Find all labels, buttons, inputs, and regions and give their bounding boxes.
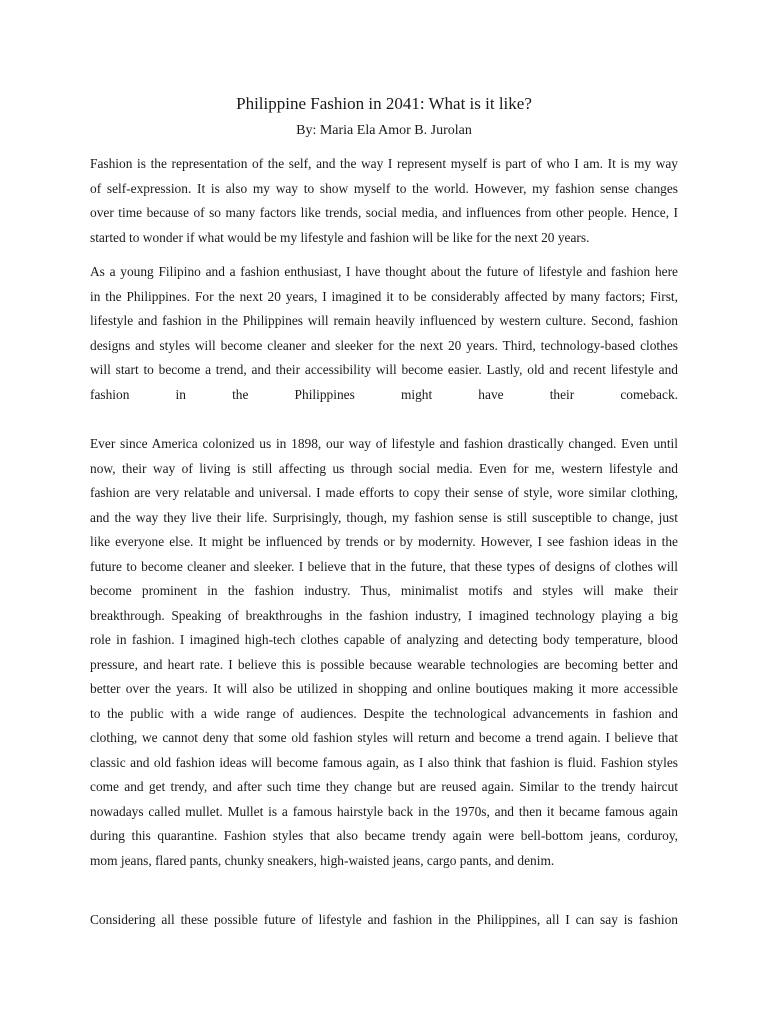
paragraph-3-line: better over the years. It will also be utilized in shopping and online boutiques making it more accessible — [90, 681, 678, 696]
paragraph-3-line: during this quarantine. Fashion styles that also became trendy again were bell-bottom jeans, corduroy, — [90, 828, 678, 843]
paragraph-3-line: fashion are very relatable and universal. I made efforts to copy their sense of style, wore similar clothing, — [90, 485, 678, 500]
paragraph-1-line: started to wonder if what would be my lifestyle and fashion will be like for the next 20 years. — [90, 230, 590, 245]
paragraph-3-line: pressure, and heart rate. I believe this is possible because wearable technologies are becoming better and — [90, 657, 678, 672]
paragraph-3-line: like everyone else. It might be influenced by trends or by modernity. However, I see fashion ideas in the — [90, 534, 678, 549]
paragraph-2-line: will start to become a trend, and their accessibility will become easier. Lastly, old and recent lifestyle and — [90, 362, 678, 377]
paragraph-3-line: role in fashion. I imagined high-tech clothes capable of analyzing and detecting body temperature, blood — [90, 632, 678, 647]
paragraph-2-line: As a young Filipino and a fashion enthusiast, I have thought about the future of lifestyle and fashion here — [90, 264, 678, 279]
paragraph-3-line: clothing, we cannot deny that some old fashion styles will return and become a trend again. I believe that — [90, 730, 678, 745]
paragraph-3-line: become prominent in the fashion industry. Thus, minimalist motifs and styles will make their — [90, 583, 678, 598]
paragraph-1-line: Fashion is the representation of the self, and the way I represent myself is part of who I am. It is my way — [90, 156, 678, 171]
paragraph-3-line: come and get trendy, and after such time they change but are reused again. Similar to the trendy haircut — [90, 779, 678, 794]
author-byline: By: Maria Ela Amor B. Jurolan — [296, 123, 472, 138]
paragraph-3-line: to the public with a wide range of audiences. Despite the technological advancements in fashion and — [90, 706, 678, 721]
paragraph-3-line: nowadays called mullet. Mullet is a famous hairstyle back in the 1970s, and then it became famous again — [90, 804, 678, 819]
paragraph-1-line: of self-expression. It is also my way to show myself to the world. However, my fashion sense changes — [90, 181, 678, 196]
paragraph-2-line: in the Philippines. For the next 20 years, I imagined it to be considerably affected by many factors; First, — [90, 289, 678, 304]
paragraph-3-line: and the way they live their life. Surprisingly, though, my fashion sense is still susceptible to change, just — [90, 510, 678, 525]
paragraph-2-line: designs and styles will become cleaner and sleeker for the next 20 years. Third, technology-based clothes — [90, 338, 678, 353]
paragraph-2-line: fashion in the Philippines might have their comeback. — [90, 387, 678, 402]
paragraph-2-line: lifestyle and fashion in the Philippines will remain heavily influenced by western culture. Second, fashion — [90, 313, 678, 328]
paragraph-3-line: now, their way of living is still affecting us through social media. Even for me, western lifestyle and — [90, 461, 678, 476]
paragraph-3-line: breakthrough. Speaking of breakthroughs in the fashion industry, I imagined technology playing a big — [90, 608, 678, 623]
paragraph-1-line: over time because of so many factors like trends, social media, and influences from other people. Hence, I — [90, 205, 678, 220]
paragraph-3-line: classic and old fashion ideas will become famous again, as I also think that fashion is fluid. Fashion styles — [90, 755, 678, 770]
paragraph-3-line: Ever since America colonized us in 1898, our way of lifestyle and fashion drastically changed. Even until — [90, 436, 678, 451]
paragraph-3-line: future to become cleaner and sleeker. I believe that in the future, that these types of designs of clothes will — [90, 559, 678, 574]
paragraph-3-line: mom jeans, flared pants, chunky sneakers, high-waisted jeans, cargo pants, and denim. — [90, 853, 555, 868]
document-title: Philippine Fashion in 2041: What is it like? — [236, 94, 532, 113]
paragraph-4-line: Considering all these possible future of lifestyle and fashion in the Philippines, all I can say is fashion — [90, 912, 678, 927]
